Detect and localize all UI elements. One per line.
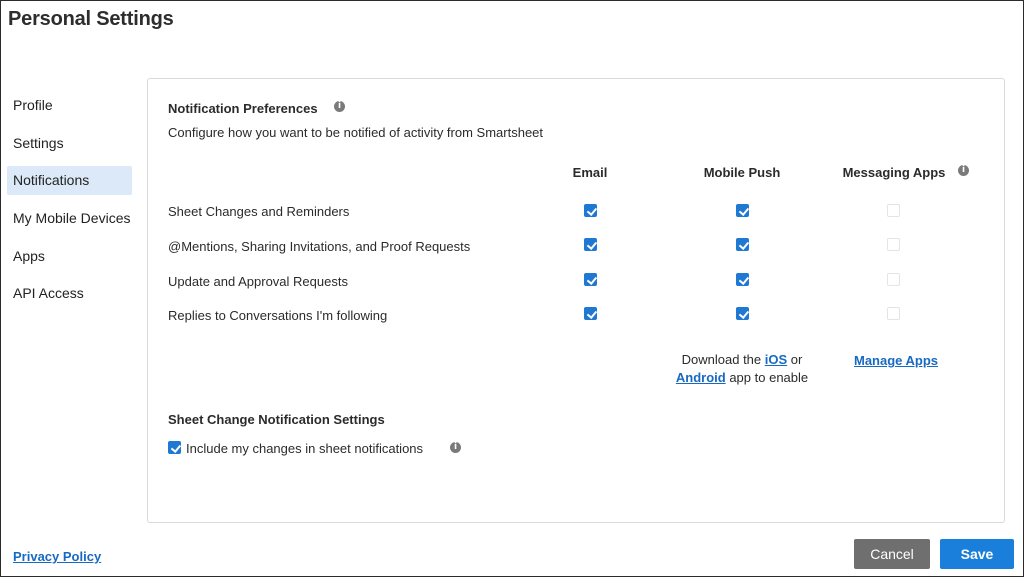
notification-preferences-title: Notification Preferences [168, 101, 318, 116]
cancel-button[interactable]: Cancel [854, 539, 930, 569]
row-label-sheet-changes: Sheet Changes and Reminders [168, 204, 350, 219]
ios-link[interactable]: iOS [764, 352, 788, 367]
sidebar-item-notifications[interactable]: Notifications [7, 166, 132, 195]
download-or: or [790, 352, 803, 367]
include-my-changes-label: Include my changes in sheet notifications [186, 441, 424, 456]
checkbox-messaging-apps-mentions[interactable] [887, 238, 900, 251]
privacy-policy-link[interactable]: Privacy Policy [13, 549, 102, 564]
checkbox-mobile-push-replies[interactable] [736, 307, 749, 320]
sidebar-item-settings[interactable]: Settings [13, 134, 64, 151]
checkbox-messaging-apps-update-approval[interactable] [887, 273, 900, 286]
checkbox-email-update-approval[interactable] [584, 273, 597, 286]
column-header-mobile-push: Mobile Push [703, 165, 781, 180]
checkbox-mobile-push-mentions[interactable] [736, 238, 749, 251]
messaging-apps-info-icon[interactable]: i [958, 165, 969, 176]
sidebar [7, 91, 132, 317]
checkbox-messaging-apps-replies[interactable] [887, 307, 900, 320]
info-icon[interactable]: i [334, 101, 345, 112]
row-label-mentions: @Mentions, Sharing Invitations, and Proof Requests [168, 239, 471, 254]
sheet-change-settings-title: Sheet Change Notification Settings [168, 412, 385, 427]
sidebar-item-api-access[interactable]: API Access [13, 285, 84, 302]
download-suffix: app to enable [729, 370, 809, 385]
notifications-panel [147, 78, 1005, 523]
include-changes-info-icon[interactable]: i [450, 442, 461, 453]
download-prefix: Download the [681, 352, 762, 367]
sidebar-item-profile[interactable]: Profile [13, 97, 53, 113]
column-header-messaging-apps: Messaging Apps [842, 165, 946, 180]
checkbox-mobile-push-sheet-changes[interactable] [736, 204, 749, 217]
column-header-email: Email [572, 165, 608, 180]
page-title: Personal Settings [8, 8, 174, 30]
checkbox-messaging-apps-sheet-changes[interactable] [887, 204, 900, 217]
download-app-text [652, 351, 832, 387]
row-label-replies: Replies to Conversations I'm following [168, 308, 388, 323]
sidebar-item-my-mobile-devices[interactable]: My Mobile Devices [13, 210, 131, 227]
checkbox-email-mentions[interactable] [584, 238, 597, 251]
row-label-update-approval: Update and Approval Requests [168, 274, 348, 289]
checkbox-email-replies[interactable] [584, 307, 597, 320]
notification-preferences-subtitle: Configure how you want to be notified of activity from Smartsheet [168, 125, 544, 140]
android-link[interactable]: Android [675, 370, 726, 385]
checkbox-mobile-push-update-approval[interactable] [736, 273, 749, 286]
sidebar-item-apps[interactable]: Apps [13, 247, 45, 264]
save-button[interactable]: Save [940, 539, 1014, 569]
manage-apps-link[interactable]: Manage Apps [854, 353, 939, 368]
checkbox-email-sheet-changes[interactable] [584, 204, 597, 217]
checkbox-include-my-changes[interactable] [168, 441, 181, 454]
